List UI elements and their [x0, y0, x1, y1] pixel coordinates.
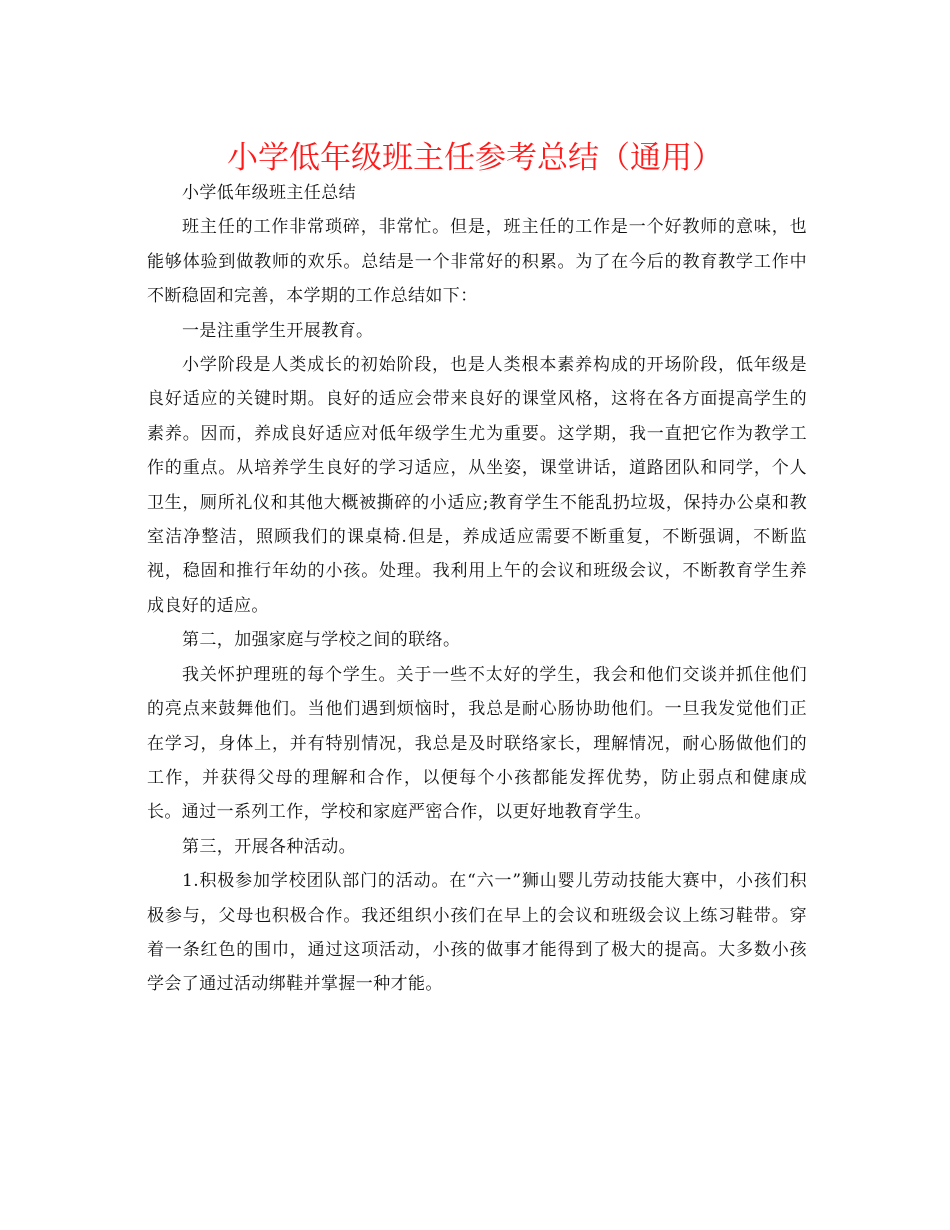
section-2-paragraph: 我关怀护理班的每个学生。关于一些不太好的学生，我会和他们交谈并抓住他们的亮点来鼓舞他们。当他们遇到烦恼时，我总是耐心肠协助他们。一旦我发觉他们正在学习，身体上，并有特别情况，我总是及时联络家长，理解情况，耐心肠做他们的工作，并获得父母的理解和合作，以便每个小孩都能发挥优势，防止弱点和健康成长。通过一系列工作，学校和家庭严密合作，以更好地教育学生。	[147, 664, 807, 823]
section-3-paragraph: 1.积极参加学校团队部门的活动。在“六一”狮山婴儿劳动技能大赛中，小孩们积极参与，父母也积极合作。我还组织小孩们在早上的会议和班级会议上练习鞋带。穿着一条红色的围巾，通过这项活动，小孩的做事才能得到了极大的提高。大多数小孩学会了通过活动绑鞋并掌握一种才能。	[147, 871, 807, 995]
subtitle-paragraph: 小学低年级班主任总结	[182, 183, 356, 203]
section-heading-2: 第二，加强家庭与学校之间的联络。	[182, 630, 461, 651]
section-heading-1: 一是注重学生开展教育。	[182, 320, 374, 341]
intro-paragraph: 班主任的工作非常琐碎，非常忙。但是，班主任的工作是一个好教师的意味，也能够体验到做教师的欢乐。总结是一个非常好的积累。为了在今后的教育教学工作中不断稳固和完善，本学期的工作总结如下：	[147, 217, 807, 307]
document-title: 小学低年级班主任参考总结（通用）	[227, 140, 723, 176]
section-heading-3: 第三，开展各种活动。	[182, 836, 356, 857]
document-body	[147, 176, 807, 1002]
section-1-paragraph: 小学阶段是人类成长的初始阶段，也是人类根本素养构成的开场阶段，低年级是良好适应的关键时期。良好的适应会带来良好的课堂风格，这将在各方面提高学生的素养。因而，养成良好适应对低年级学生尤为重要。这学期，我一直把它作为教学工作的重点。从培养学生良好的学习适应，从坐姿，课堂讲话，道路团队和同学，个人卫生，厕所礼仪和其他大概被撕碎的小适应;教育学生不能乱扔垃圾，保持办公桌和教室洁净整洁，照顾我们的课桌椅.但是，养成适应需要不断重复，不断强调，不断监视，稳固和推行年幼的小孩。处理。我利用上午的会议和班级会议，不断教育学生养成良好的适应。	[147, 355, 807, 616]
